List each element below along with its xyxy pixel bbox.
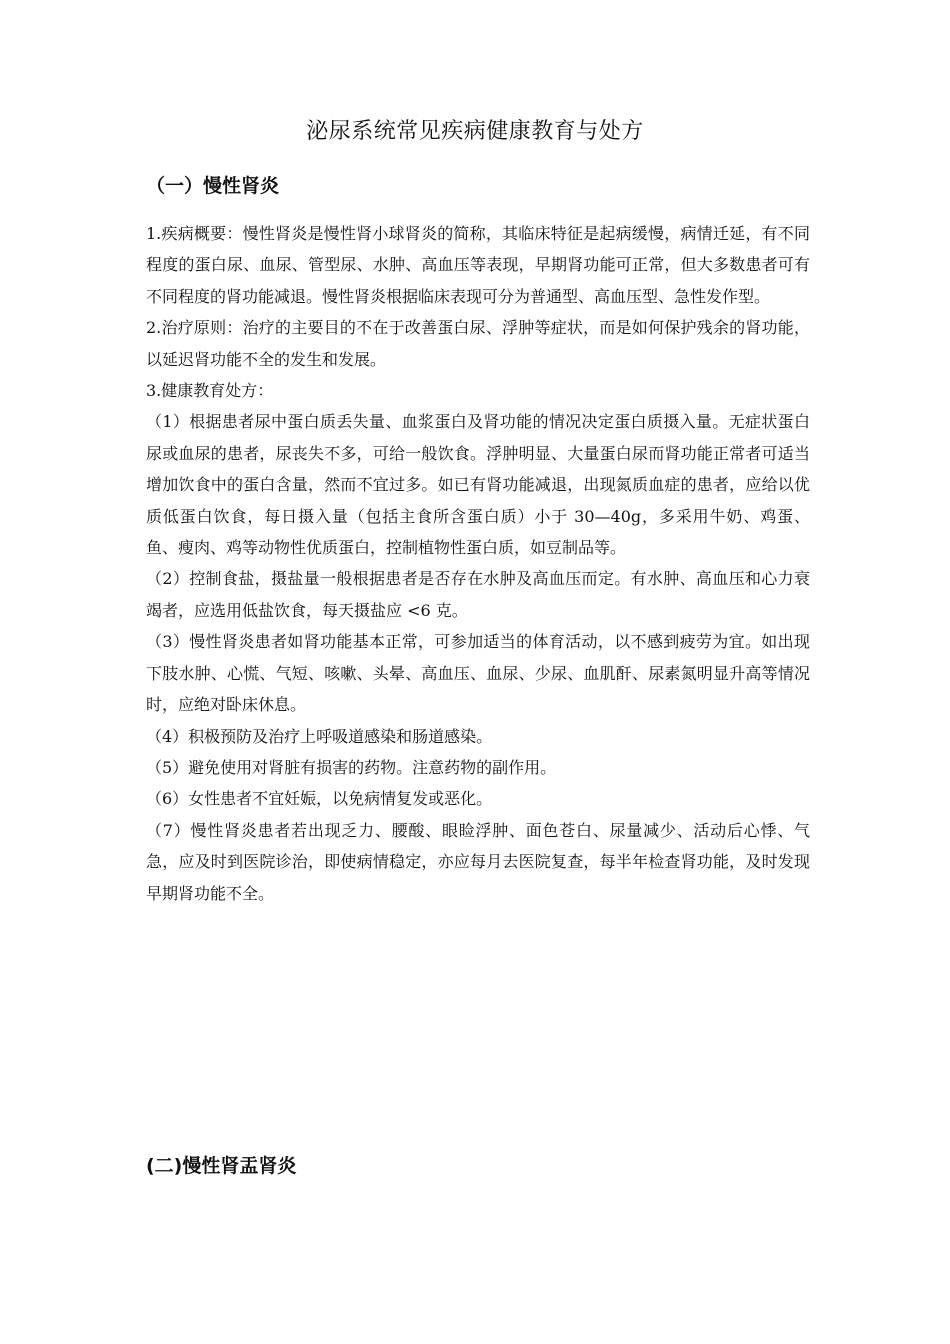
paragraph-treatment-principle: 2.治疗原则：治疗的主要目的不在于改善蛋白尿、浮肿等症状，而是如何保护残余的肾功能，以延迟肾功能不全的发生和发展。 (146, 318, 810, 369)
paragraph-disease-overview: 1.疾病概要：慢性肾炎是慢性肾小球肾炎的简称，其临床特征是起病缓慢，病情迁延，有不同程度的蛋白尿、血尿、管型尿、水肿、高血压等表现，早期肾功能可正常，但大多数患者可有不同程度的肾功能减退。慢性肾炎根据临床表现可分为普通型、高血压型、急性发作型。 (146, 224, 810, 306)
section-heading-chronic-nephritis: （一）慢性肾炎 (146, 175, 280, 197)
list-item-infection-prevention: （4）积极预防及治疗上呼吸道感染和肠道感染。 (146, 726, 493, 746)
list-item-pregnancy: （6）女性患者不宜妊娠，以免病情复发或恶化。 (146, 789, 493, 809)
list-item-salt-control: （2）控制食盐，摄盐量一般根据患者是否存在水肿及高血压而定。有水肿、高血压和心力衰竭者，应选用低盐饮食，每天摄盐应 <6 克。 (146, 569, 810, 620)
list-item-followup: （7）慢性肾炎患者若出现乏力、腰酸、眼睑浮肿、面色苍白、尿量减少、活动后心悸、气急，应及时到医院诊治，即使病情稳定，亦应每月去医院复查，每半年检查肾功能，及时发现早期肾功能不全。 (146, 820, 810, 903)
section-heading-chronic-pyelonephritis: (二)慢性肾盂肾炎 (146, 1155, 297, 1177)
section-body-chronic-nephritis (146, 218, 810, 909)
paragraph-health-education-heading: 3.健康教育处方： (146, 381, 274, 401)
document-title: 泌尿系统常见疾病健康教育与处方 (306, 119, 644, 144)
list-item-protein-intake: （1）根据患者尿中蛋白质丢失量、血浆蛋白及肾功能的情况决定蛋白质摄入量。无症状蛋白尿或血尿的患者，尿丧失不多，可给一般饮食。浮肿明显、大量蛋白尿而肾功能正常者可适当增加饮食中的蛋白含量，然而不宜过多。如已有肾功能减退，出现氮质血症的患者，应给以优质低蛋白饮食，每日摄入量（包括主食所含蛋白质）小于 30—40g，多采用牛奶、鸡蛋、鱼、瘦肉、鸡等动物性优质蛋白，控制植物性蛋白质，如豆制品等。 (146, 412, 810, 558)
list-item-physical-activity: （3）慢性肾炎患者如肾功能基本正常，可参加适当的体育活动，以不感到疲劳为宜。如出现下肢水肿、心慌、气短、咳嗽、头晕、高血压、血尿、少尿、血肌酐、尿素氮明显升高等情况时，应绝对卧床休息。 (146, 632, 810, 715)
list-item-medication-caution: （5）避免使用对肾脏有损害的药物。注意药物的副作用。 (146, 757, 557, 777)
